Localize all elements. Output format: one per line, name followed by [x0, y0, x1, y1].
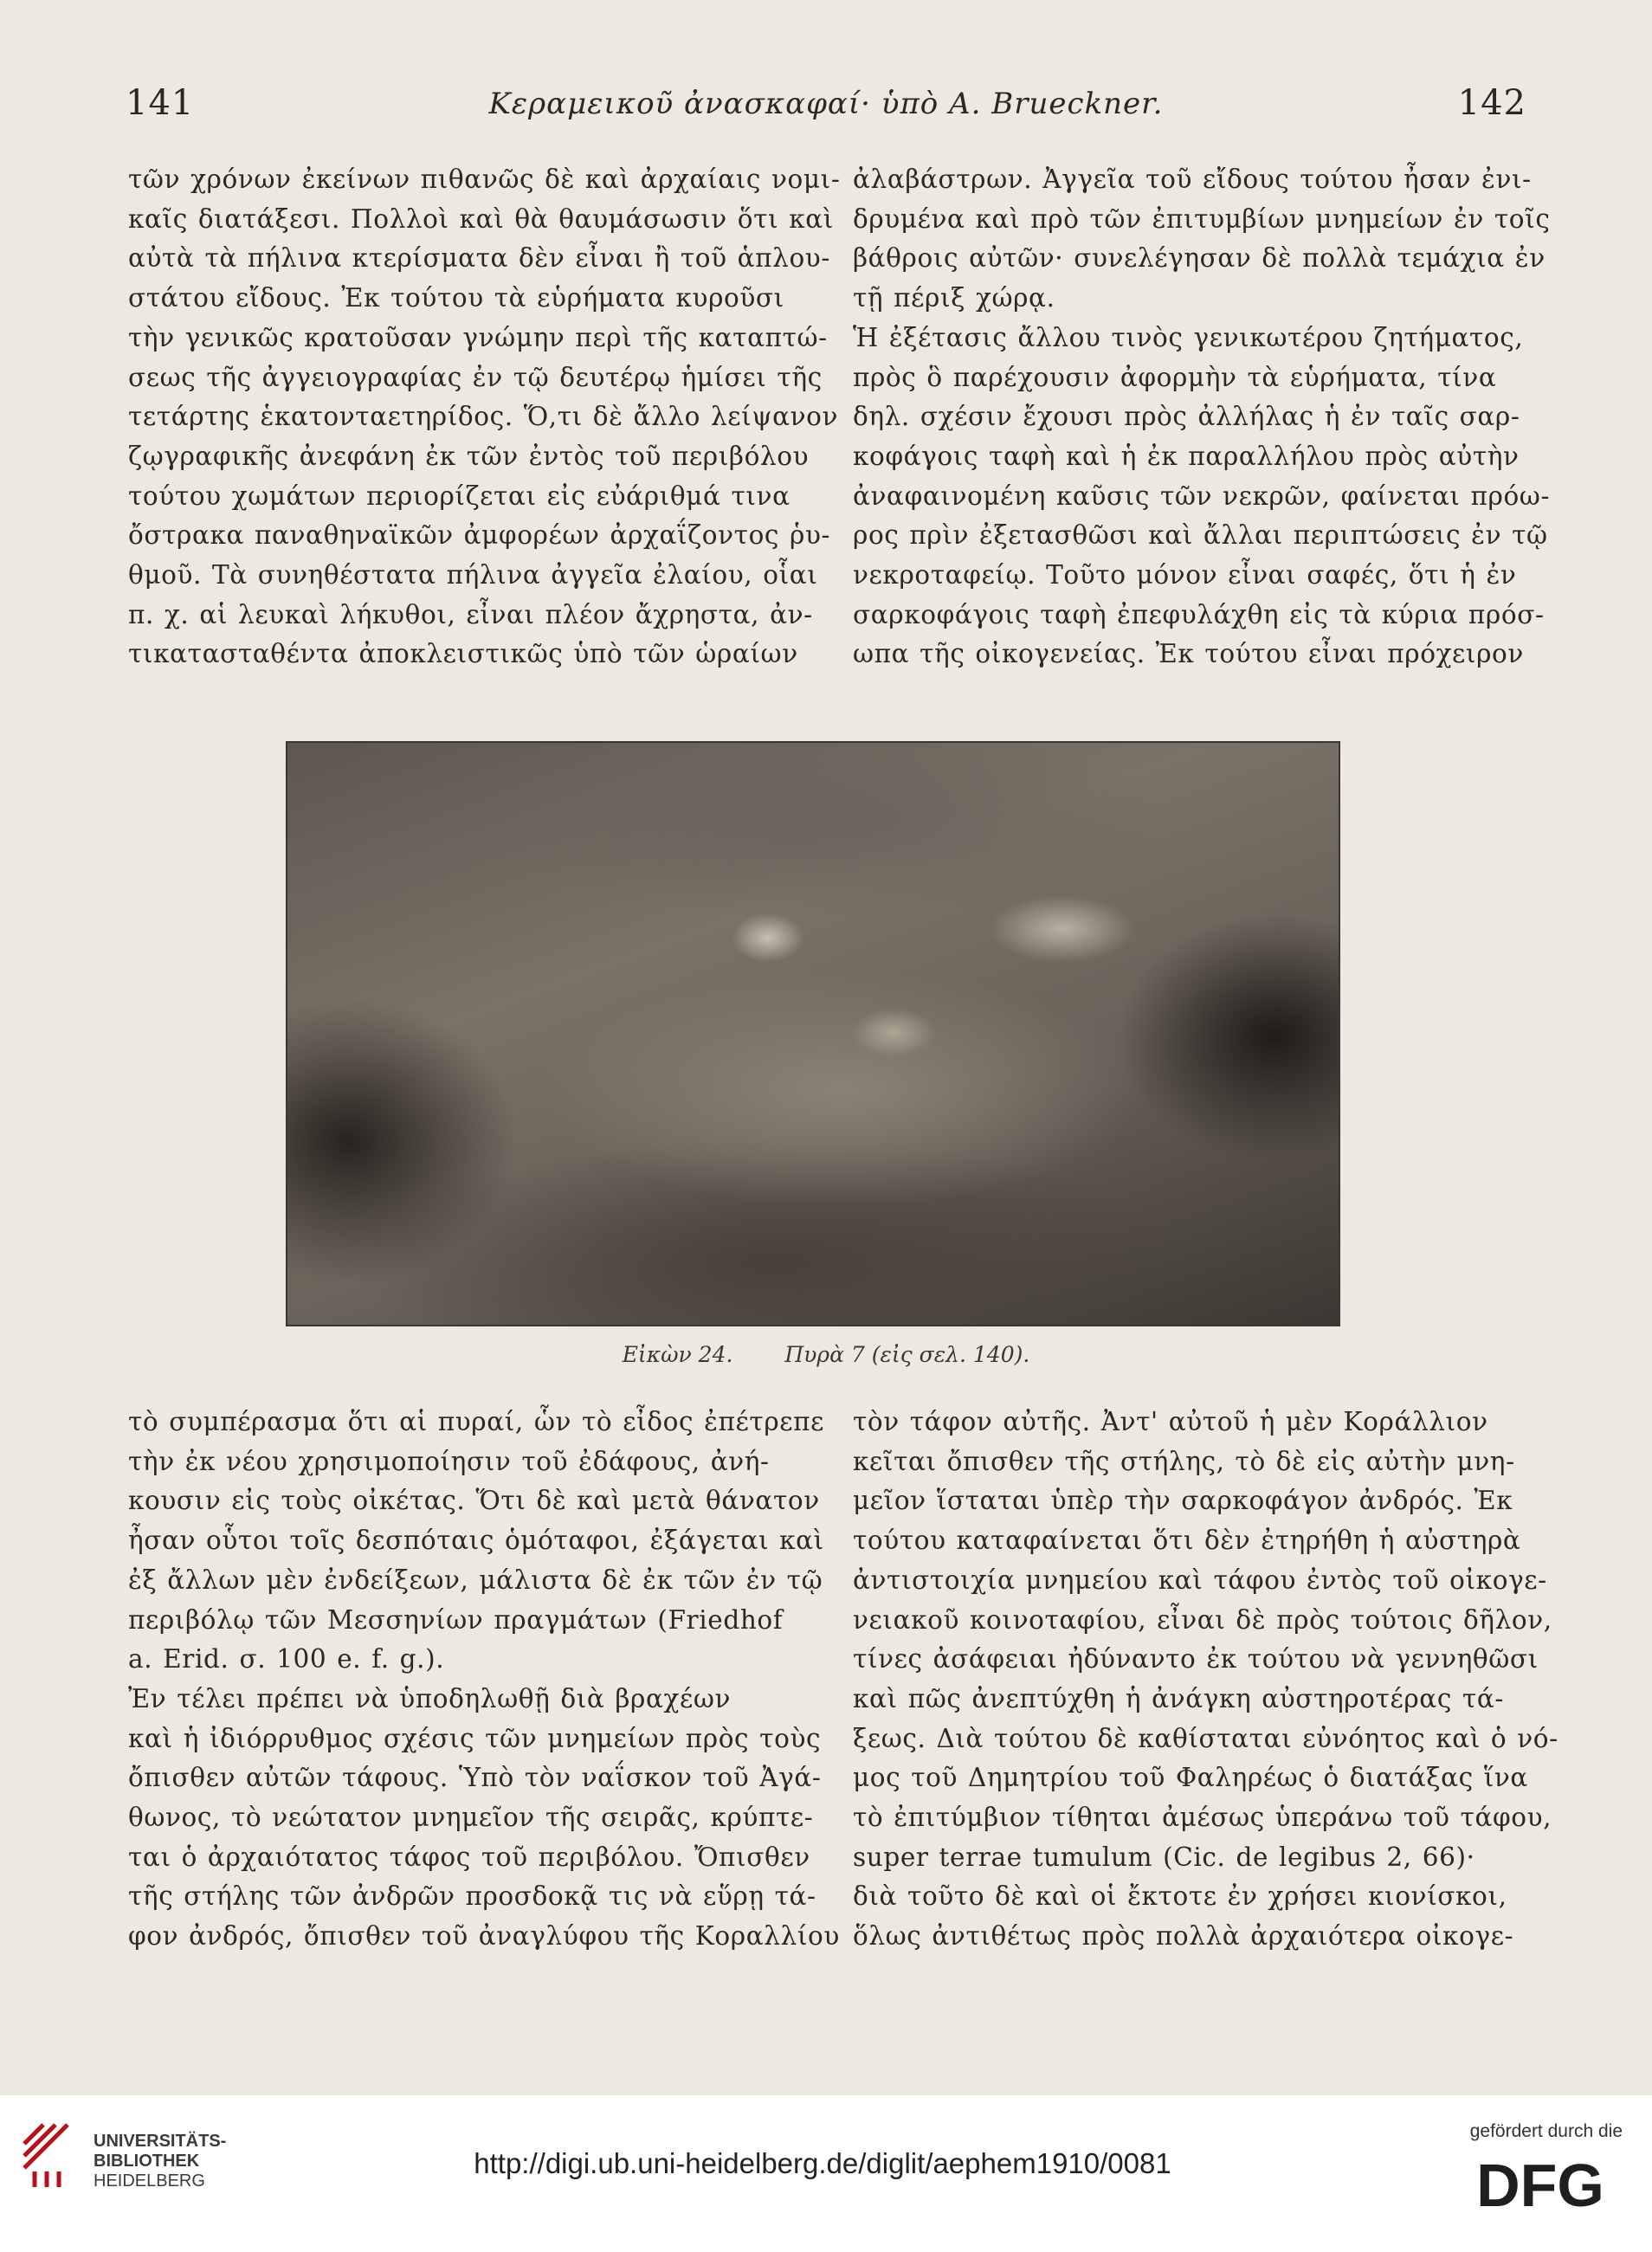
text-column-right-top — [853, 160, 1551, 674]
text-line: ἐξ ἄλλων μὲν ἐνδείξεων, μάλιστα δὲ ἐκ τῶν ἐν τῷ — [128, 1565, 823, 1595]
text-line: ἀλαβάστρων. Ἀγγεῖα τοῦ εἴδους τούτου ἦσαν ἐνι- — [853, 165, 1532, 194]
text-line: τῶν χρόνων ἐκείνων πιθανῶς δὲ καὶ ἀρχαίαις νομι- — [128, 165, 841, 194]
text-line: Ἐν τέλει πρέπει νὰ ὑποδηλωθῇ διὰ βραχέων — [128, 1683, 732, 1713]
text-line: δηλ. σχέσιν ἔχουσι πρὸς ἀλλήλας ἡ ἐν ταῖς σαρ- — [853, 402, 1520, 432]
text-line: π. χ. αἱ λευκαὶ λήκυθοι, εἶναι πλέον ἄχρηστα, ἀν- — [128, 599, 813, 629]
text-line: σαρκοφάγοις ταφὴ ἐπεφυλάχθη εἰς τὰ κύρια πρόσ- — [853, 599, 1545, 629]
figure-label: Εἰκὼν 24. — [622, 1342, 733, 1367]
text-line: διὰ τοῦτο δὲ καὶ οἱ ἔκτοτε ἐν χρήσει κιονίσκοι, — [853, 1881, 1507, 1912]
dfg-logo-text: DFG — [1476, 2152, 1604, 2213]
text-line: καῖς διατάξεσι. Πολλοὶ καὶ θὰ θαυμάσωσιν ὅτι καὶ — [128, 203, 834, 234]
text-line: κεῖται ὄπισθεν τῆς στήλης, τὸ δὲ εἰς αὐτὴν μνη- — [853, 1446, 1515, 1476]
permalink-url[interactable]: http://digi.ub.uni-heidelberg.de/diglit/aephem1910/0081 — [474, 2147, 1171, 2179]
text-line: ωπα τῆς οἰκογενείας. Ἐκ τούτου εἶναι πρόχειρον — [853, 639, 1524, 669]
text-column-left-top — [128, 160, 841, 674]
text-line: καὶ πῶς ἀνεπτύχθη ἡ ἀνάγκη αὐστηροτέρας τά- — [853, 1683, 1504, 1713]
text-line: περιβόλῳ τῶν Μεσσηνίων πραγμάτων (Friedhof — [128, 1604, 784, 1635]
dfg-logo-icon — [1458, 2152, 1623, 2213]
library-name: UNIVERSITÄTS- BIBLIOTHEK HEIDELBERG — [94, 2132, 227, 2191]
page-number-right: 142 — [1457, 83, 1526, 123]
text-line: νειακοῦ κοινοταφίου, εἶναι δὲ πρὸς τούτοις δῆλον, — [853, 1604, 1552, 1635]
text-line: Ἡ ἐξέτασις ἄλλου τινὸς γενικωτέρου ζητήματος, — [853, 322, 1524, 352]
text-line: ἀναφαινομένη καῦσις τῶν νεκρῶν, φαίνεται πρόω- — [853, 481, 1551, 511]
running-title: Κεραμεικοῦ ἀνασκαφαί· ὑπὸ A. Brueckner. — [488, 87, 1164, 121]
sponsor-text: gefördert durch die — [1469, 2121, 1623, 2141]
page-number-left: 141 — [126, 83, 195, 123]
figure-caption — [0, 1342, 1652, 1367]
running-header — [126, 83, 1526, 135]
text-line: τὸν τάφον αὐτῆς. Ἀντ' αὐτοῦ ἡ μὲν Κοράλλιον — [853, 1407, 1488, 1436]
text-line: ὄστρακα παναθηναϊκῶν ἀμφορέων ἀρχαΐζοντος ῥυ- — [128, 520, 831, 551]
text-line: ἦσαν οὗτοι τοῖς δεσπόταις ὁμόταφοι, ἐξάγεται καὶ — [128, 1526, 824, 1556]
text-column-right-bottom — [853, 1403, 1558, 1957]
digitization-footer — [0, 2095, 1652, 2252]
text-line: τικατασταθέντα ἀποκλειστικῶς ὑπὸ τῶν ὡραίων — [128, 639, 798, 669]
text-line: τούτου χωμάτων περιορίζεται εἰς εὐάριθμά τινα — [128, 481, 791, 511]
text-line: ἀντιστοιχία μνημείου καὶ τάφου ἐντὸς τοῦ οἰκογε- — [853, 1565, 1547, 1595]
text-line: τῇ πέριξ χώρᾳ. — [853, 283, 1055, 313]
text-line: τὸ ἐπιτύμβιον τίθηται ἀμέσως ὑπεράνω τοῦ τάφου, — [853, 1803, 1552, 1833]
text-line: ὅλως ἀντιθέτως πρὸς πολλὰ ἀρχαιότερα οἰκογε- — [853, 1921, 1514, 1952]
text-line: κουσιν εἰς τοὺς οἰκέτας. Ὅτι δὲ καὶ μετὰ θάνατον — [128, 1486, 820, 1516]
text-line: τίνες ἀσάφειαι ἠδύναντο ἐκ τούτου νὰ γεννηθῶσι — [853, 1644, 1539, 1674]
text-line: ξεως. Διὰ τούτου δὲ καθίσταται εὐνόητος καὶ ὁ νό- — [853, 1723, 1558, 1753]
text-line: τὴν γενικῶς κρατοῦσαν γνώμην περὶ τῆς καταπτώ- — [128, 322, 828, 352]
text-line: τῆς στήλης τῶν ἀνδρῶν προσδοκᾷ τις νὰ εὕρῃ τά- — [128, 1881, 816, 1912]
text-line: ρος πρὶν ἐξετασθῶσι καὶ ἄλλαι περιπτώσεις ἐν τῷ — [853, 520, 1548, 551]
excavation-photograph — [286, 741, 1340, 1326]
text-line: ται ὁ ἀρχαιότατος τάφος τοῦ περιβόλου. Ὄπισθεν — [128, 1842, 810, 1872]
text-line: κοφάγοις ταφὴ καὶ ἡ ἐκ παραλλήλου πρὸς αὐτὴν — [853, 441, 1520, 471]
text-line: καὶ ἡ ἰδιόρρυθμος σχέσις τῶν μνημείων πρὸς τοὺς — [128, 1723, 822, 1753]
text-line: αὐτὰ τὰ πήλινα κτερίσματα δὲν εἶναι ἢ τοῦ ἁπλου- — [128, 243, 830, 274]
figure-caption-text: Πυρὰ 7 (εἰς σελ. 140). — [784, 1342, 1030, 1367]
text-line: νεκροταφείῳ. Τοῦτο μόνον εἶναι σαφές, ὅτι ἡ ἐν — [853, 560, 1517, 590]
text-line: βάθροις αὐτῶν· συνελέγησαν δὲ πολλὰ τεμάχια ἐν — [853, 243, 1546, 274]
text-line: a. Erid. σ. 100 e. f. g.). — [128, 1644, 445, 1674]
text-line: ὄπισθεν αὐτῶν τάφους. Ὑπὸ τὸν ναΐσκον τοῦ Ἀγά- — [128, 1763, 822, 1793]
text-line: super terrae tumulum (Cic. de legibus 2, 66)· — [853, 1842, 1475, 1872]
text-line: στάτου εἴδους. Ἐκ τούτου τὰ εὑρήματα κυροῦσι — [128, 283, 784, 313]
text-line: θμοῦ. Τὰ συνηθέστατα πήλινα ἀγγεῖα ἐλαίου, οἷαι — [128, 560, 818, 590]
text-line: τετάρτης ἑκατονταετηρίδος. Ὅ,τι δὲ ἄλλο λείψανον — [128, 402, 839, 432]
text-line: πρὸς ὃ παρέχουσιν ἀφορμὴν τὰ εὑρήματα, τίνα — [853, 362, 1497, 392]
text-line: τὸ συμπέρασμα ὅτι αἱ πυραί, ὧν τὸ εἶδος ἐπέτρεπε — [128, 1407, 825, 1436]
text-line: τὴν ἐκ νέου χρησιμοποίησιν τοῦ ἐδάφους, ἀνή- — [128, 1446, 770, 1476]
text-line: σεως τῆς ἀγγειογραφίας ἐν τῷ δευτέρῳ ἡμίσει τῆς — [128, 362, 823, 392]
text-line: μος τοῦ Δημητρίου τοῦ Φαληρέως ὁ διατάξας ἵνα — [853, 1763, 1528, 1793]
text-line: μεῖον ἵσταται ὑπὲρ τὴν σαρκοφάγον ἀνδρός. Ἐκ — [853, 1486, 1513, 1516]
text-line: δρυμένα καὶ πρὸ τῶν ἐπιτυμβίων μνημείων ἐν τοῖς — [853, 203, 1551, 234]
text-line: ζῳγραφικῆς ἀνεφάνη ἐκ τῶν ἐντὸς τοῦ περιβόλου — [128, 441, 810, 471]
text-column-left-bottom — [128, 1403, 840, 1957]
text-line: θωνος, τὸ νεώτατον μνημεῖον τῆς σειρᾶς, κρύπτε- — [128, 1803, 814, 1833]
text-line: τούτου καταφαίνεται ὅτι δὲν ἐτηρήθη ἡ αὐστηρὰ — [853, 1526, 1521, 1556]
text-line: φον ἀνδρός, ὄπισθεν τοῦ ἀναγλύφου τῆς Κοραλλίου — [128, 1921, 840, 1952]
library-logo-icon — [17, 2118, 90, 2191]
